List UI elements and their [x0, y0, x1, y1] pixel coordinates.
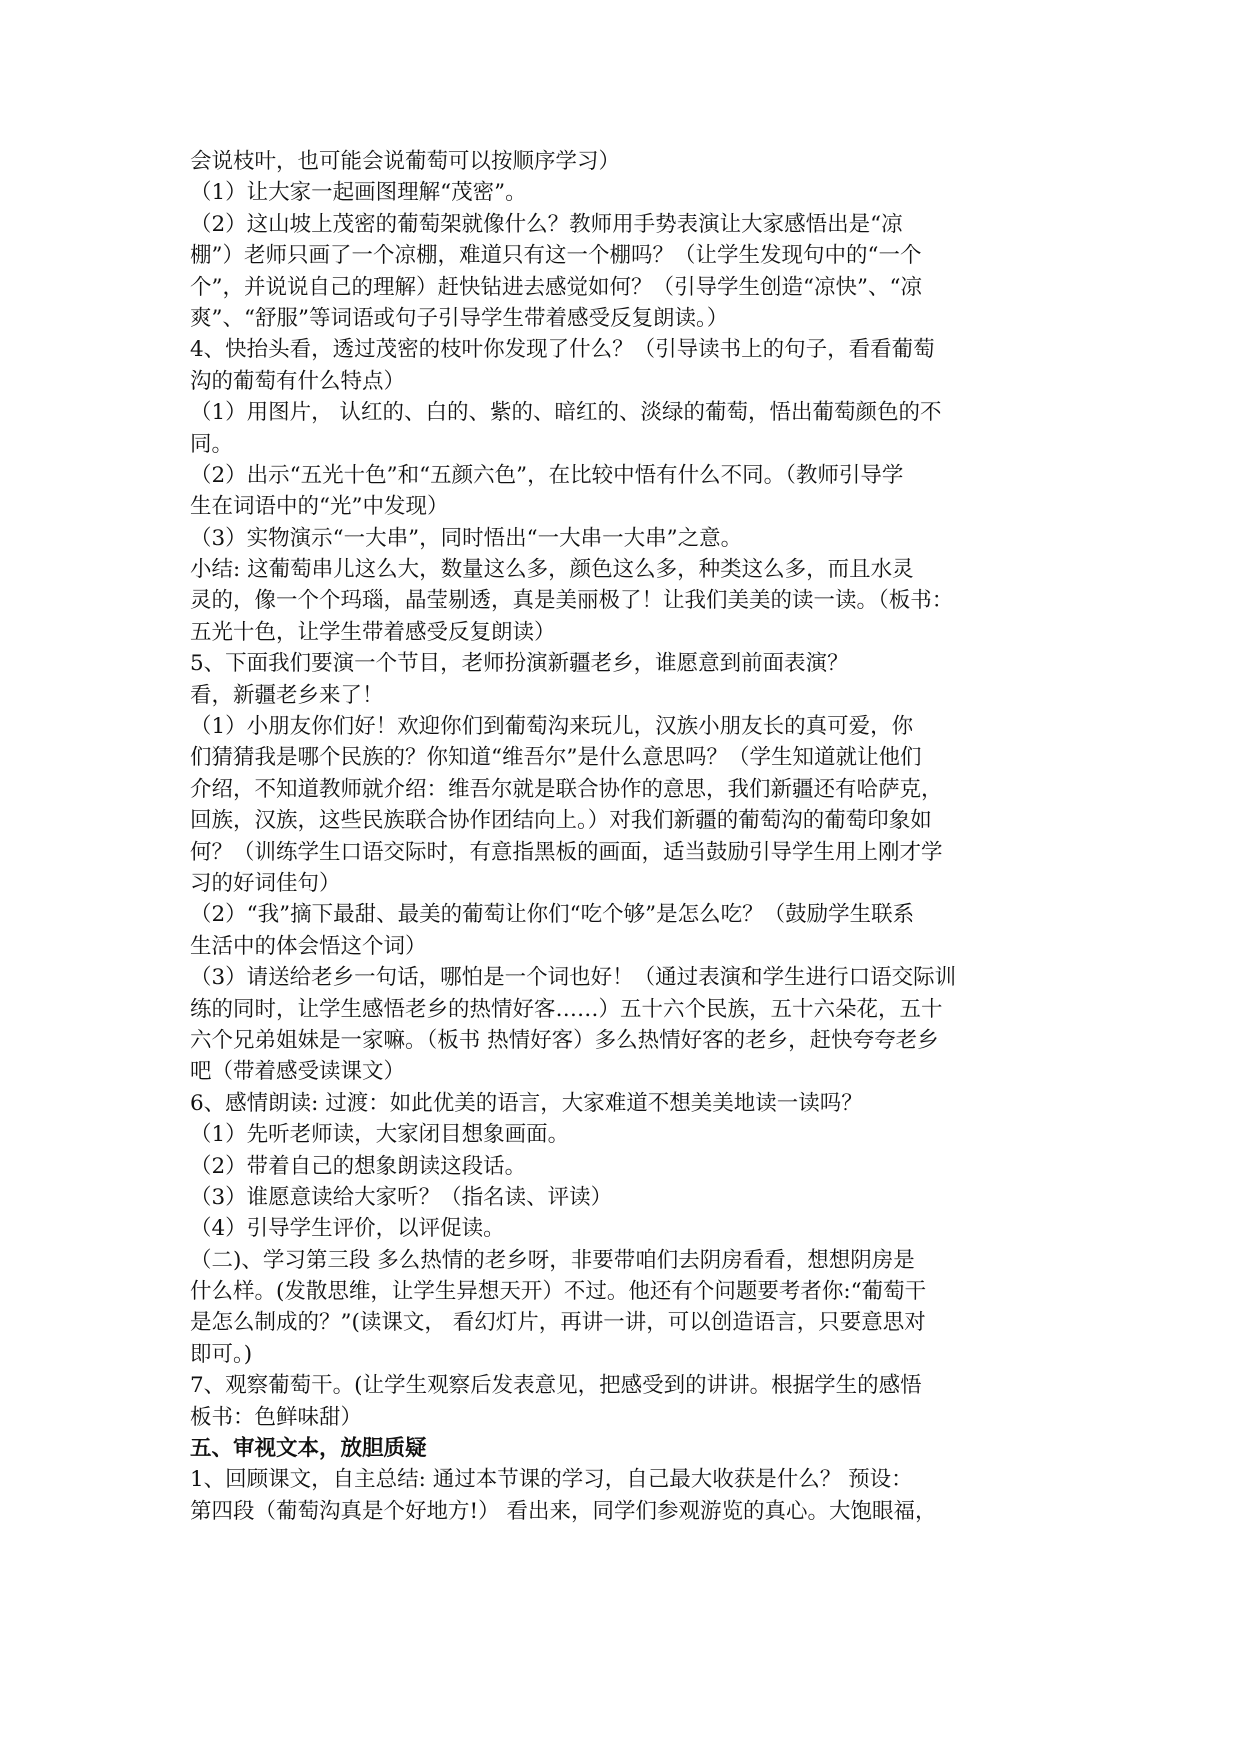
text-line: 六个兄弟姐妹是一家嘛。（板书 热情好客）多么热情好客的老乡，赶快夸夸老乡: [190, 1027, 939, 1053]
text-line: 会说枝叶，也可能会说葡萄可以按顺序学习）: [190, 149, 621, 174]
text-line: 6、感情朗读: 过渡：如此优美的语言，大家难道不想美美地读一读吗？: [190, 1090, 863, 1116]
text-line: 生在词语中的“光”中发现）: [190, 494, 449, 520]
text-line: 棚”）老师只画了一个凉棚，难道只有这一个棚吗？（让学生发现句中的“一个: [190, 243, 922, 269]
text-line: 何？（训练学生口语交际时，有意指黑板的画面，适当鼓励引导学生用上刚才学: [190, 839, 943, 865]
text-line: 们猜猜我是哪个民族的？你知道“维吾尔”是什么意思吗？（学生知道就让他们: [190, 745, 922, 771]
section-heading: 五、审视文本，放胆质疑: [190, 1436, 427, 1462]
text-line: （1）让大家一起画图理解“茂密”。: [190, 180, 527, 206]
text-line: 习的好词佳句）: [190, 870, 341, 896]
text-line: 是怎么制成的？”(读课文， 看幻灯片，再讲一讲，可以创造语言，只要意思对: [190, 1310, 926, 1336]
text-line: 五光十色，让学生带着感受反复朗读）: [190, 619, 556, 645]
text-line: 个”，并说说自己的理解）赶快钻进去感觉如何？（引导学生创造“凉快”、“凉: [190, 274, 922, 300]
text-line: 灵的，像一个个玛瑙，晶莹剔透，真是美丽极了！让我们美美的读一读。（板书：: [190, 588, 954, 614]
text-line: 即可。): [190, 1341, 253, 1367]
text-line: 第四段（葡萄沟真是个好地方!） 看出来，同学们参观游览的真心。大饱眼福，: [190, 1498, 937, 1524]
text-line: 爽”、“舒服”等词语或句子引导学生带着感受反复朗读。）: [190, 305, 729, 331]
text-line: 介绍，不知道教师就介绍：维吾尔就是联合协作的意思，我们新疆还有哈萨克，: [190, 776, 943, 802]
text-line: （二)、学习第三段 多么热情的老乡呀，非要带咱们去阴房看看，想想阴房是: [190, 1247, 915, 1273]
text-line: （4）引导学生评价，以评促读。: [190, 1216, 505, 1242]
text-line: （1）用图片， 认红的、白的、紫的、暗红的、淡绿的葡萄，悟出葡萄颜色的不: [190, 400, 942, 426]
text-line: 小结: 这葡萄串儿这么大，数量这么多，颜色这么多，种类这么多，而且水灵: [190, 557, 914, 583]
text-line: 什么样。(发散思维，让学生异想天开）不过。他还有个问题要考者你:“葡萄干: [190, 1279, 927, 1305]
text-line: （2）带着自己的想象朗读这段话。: [190, 1153, 527, 1179]
text-line: （3）实物演示“一大串”，同时悟出“一大串一大串”之意。: [190, 525, 743, 551]
text-line: 生活中的体会悟这个词）: [190, 933, 427, 959]
text-line: （1）先听老师读，大家闭目想象画面。: [190, 1122, 570, 1148]
text-line: 回族，汉族，这些民族联合协作团结向上。）对我们新疆的葡萄沟的葡萄印象如: [190, 808, 932, 834]
text-line: 吧（带着感受读课文）: [190, 1059, 406, 1085]
text-line: （2）出示“五光十色”和“五颜六色”，在比较中悟有什么不同。（教师引导学: [190, 462, 904, 488]
text-line: 4、快抬头看，透过茂密的枝叶你发现了什么？（引导读书上的句子，看看葡萄: [190, 337, 935, 363]
text-line: （1）小朋友你们好！欢迎你们到葡萄沟来玩儿，汉族小朋友长的真可爱，你: [190, 714, 914, 740]
text-line: 沟的葡萄有什么特点）: [190, 368, 406, 394]
text-line: 7、观察葡萄干。(让学生观察后发表意见，把感受到的讲讲。根据学生的感悟: [190, 1373, 922, 1399]
text-line: 1、回顾课文，自主总结: 通过本节课的学习，自己最大收获是什么？ 预设：: [190, 1467, 913, 1493]
text-line: 看，新疆老乡来了！: [190, 682, 384, 708]
text-line: 5、下面我们要演一个节目，老师扮演新疆老乡，谁愿意到前面表演？: [190, 651, 849, 677]
text-line: （3）谁愿意读给大家听？（指名读、评读）: [190, 1184, 613, 1210]
lesson-plan-body: [190, 146, 1090, 1527]
text-line: 板书：色鲜味甜）: [190, 1404, 363, 1430]
text-line: 练的同时，让学生感悟老乡的热情好客……）五十六个民族，五十六朵花，五十: [190, 996, 943, 1022]
text-line: 同。: [190, 431, 234, 457]
text-line: （2）“我”摘下最甜、最美的葡萄让你们“吃个够”是怎么吃？（鼓励学生联系: [190, 902, 915, 928]
text-line: （2）这山坡上茂密的葡萄架就像什么？教师用手势表演让大家感悟出是“凉: [190, 211, 903, 237]
text-line: （3）请送给老乡一句话，哪怕是一个词也好！（通过表演和学生进行口语交际训: [190, 965, 957, 991]
